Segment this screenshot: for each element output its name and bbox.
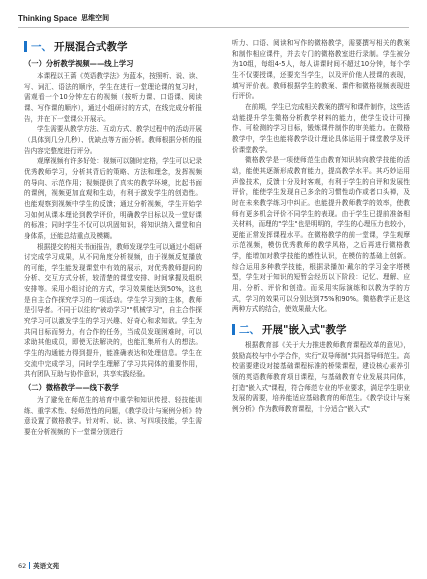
subsection1-title: （一）分析教学视频——线上学习 (24, 58, 134, 68)
heading-accent-bar (232, 324, 235, 335)
section1-heading (24, 38, 202, 54)
publication-name: 英语文苑 (33, 562, 60, 570)
running-header (18, 12, 109, 24)
heading-accent-bar (24, 41, 27, 52)
paragraph: 微格教学是一项使师范生由教育知识转向教学技能的活动，能使其逐渐形成教育能力，提高教学水平。其巧妙运用声像技术，反馈十分及时客观，有利于学生的自评和发展性评价，能使学生发现自己多余的习惯性动作或者口头禅，及时在未来教学练习中纠正。也能提升教师教学的效率，使教师有更多机会评价不同学生的表现。由于学生已提前准备相关材料，而理的"学生"也是明明的，学生的心理压力也较小，更能正常发挥课程水平。在微格教学的前一堂课，学生观摩示范视频，模仿优秀教师的教学风格，之后再进行微格教学，能增加对教学技能的感性认识，在模仿的基础上创新。综合运用多种教学技能，根据录播加·戴尔的学习金字塔模型，学生对于知识的短暂会经历以下阶段：记忆、理解、应用、分析、评价和创造。而采用实际演练和以教为学的方式，学习的效果可以分别达到75%和90%。微格教学正是这两种方式的结合，使效果最大化。 (232, 156, 410, 314)
page-footer (18, 561, 59, 570)
paragraph: 本课程以王蔷《英语教学法》为蓝本，按照听、说、读、写、词汇、语法的顺序，学生在进行一堂理论课的复习时，需观看一个10分钟左右的视频（按听力课、口语课、阅读课、写作课的顺序），通过小组研讨的方式，在线完成分析报告，并在下一堂课公开展示。 (24, 72, 202, 123)
section1-number: 一、 (31, 40, 52, 53)
paragraph: 在前期，学生已完成相关教案的撰写和课件制作，这些活动能提升学生微格分析教学材料的能力，使学生设计可操作、可检测的学习目标，锻炼课件制作的审美能力。在微格教学中，学生也能将教学设计理论具体运用于课堂教学及评价课堂教学。 (232, 102, 410, 154)
paragraph: 听力、口语、阅读和写作的微格教学，需要撰写相关的教案和制作相应课件，并去专门的微格教室进行录制。学生被分为10组，每组4-5人，每人讲课时间不超过10分钟，每个学生不仅要授课，还要充当学生，以及评价他人授课的表现，填写评价表。教师根据学生的教案、课件和微格视频表现进行评价。 (232, 39, 410, 101)
section2-title: 开展"嵌入式"教学 (262, 323, 347, 336)
section2-heading (232, 321, 410, 337)
section2-number: 二、 (239, 323, 260, 336)
left-column (24, 38, 202, 438)
paragraph: 学生需要从教学方法、互动方式、教学过程中的活动开展（具体到几分几秒）、优缺点等方面分析。教师根据分析的报告内容完整度进行评分。 (24, 125, 202, 155)
page-number: 62 (18, 561, 27, 570)
paragraph: 观摩视频有许多好处：视频可以随时定格，学生可以记录优秀教师学习，分析其背后的策略、方法和理念，发挥视频的导向、示范作用；视频提供了真实的教学环境，比起书面的课例，视频更加直观和生动，有利于激发学生的创造性。也能观察到视频中学生的反馈；通过分析视频，学生开始学习如何从课本理论到教学评价，明确教学目标以及一堂好课的标准；同时学生不仅可以巩固知识，将知识纳入课堂和自身体系，还能总结重点及模糊。 (24, 157, 202, 240)
right-column (232, 38, 410, 415)
paragraph: 为了避免在师范生的培育中重学和知识传授、轻技能训练、重学术性、轻师范性的问题，《教学设计与案例分析》特意设置了微格教学。针对听、说、读、写四项技能，学生需要在分析视频的下一堂课分别进行 (24, 396, 202, 436)
paragraph: 根据提交的相关书面报告，教师发现学生可以通过小组研讨完成学习成果，从不同角度分析视频，由于视频反复播放的可能，学生能发现课堂中有效的展示，对优秀教师提问的分析、交互方式分析，较清楚的课堂安排、时间掌握及组织安排等。采用小组讨论的方式，学习效果能达到50%，这也是自主合作探究学习的一项活动。学生学习到的主体，教师是引导者。不同于以往的"被动学习""机械学习"，自主合作探究学习可以激发学生的学习兴趣、好奇心和求知欲。学生为共同目标而努力，有合作的任务，当成员发现困难时，可以求助其他成员，即使无法解决的，也能汇集所有人的想法。学生的沟通能力得到提升，能准确表达和处理信息。学生在交流中完成学习，同时学生理解了学习共同体的重要作用，共有团队互助与协作意识，共享实践经验。 (24, 242, 202, 379)
paragraph: 根据教育部《关于大力推进教师教育课程改革的意见》，鼓励高校与中小学合作，实行"双导师制"共同指导师范生。高校需要建设对接基础课程标准的桥梁课程，建设核心素养引领的英语教师教育项目课程，与基础教育专业发展共同体，打造"嵌入式"课程，符合师范专业的毕业要求，满足学生职业发展的需要，培养能适应基础教育的师范生。《教学设计与案例分析》作为教师教育课程，十分适合"嵌入式" (232, 341, 410, 413)
subsection2-heading (24, 381, 202, 394)
header-brand-en: Thinking Space (18, 13, 78, 23)
header-brand-cn: 思维空间 (81, 14, 110, 22)
section1-title: 开展混合式教学 (54, 40, 128, 53)
subsection2-title: （二）微格教学——线下教学 (24, 382, 119, 392)
subsection1-heading (24, 57, 202, 70)
footer-divider (29, 562, 30, 569)
header-divider (18, 27, 409, 28)
